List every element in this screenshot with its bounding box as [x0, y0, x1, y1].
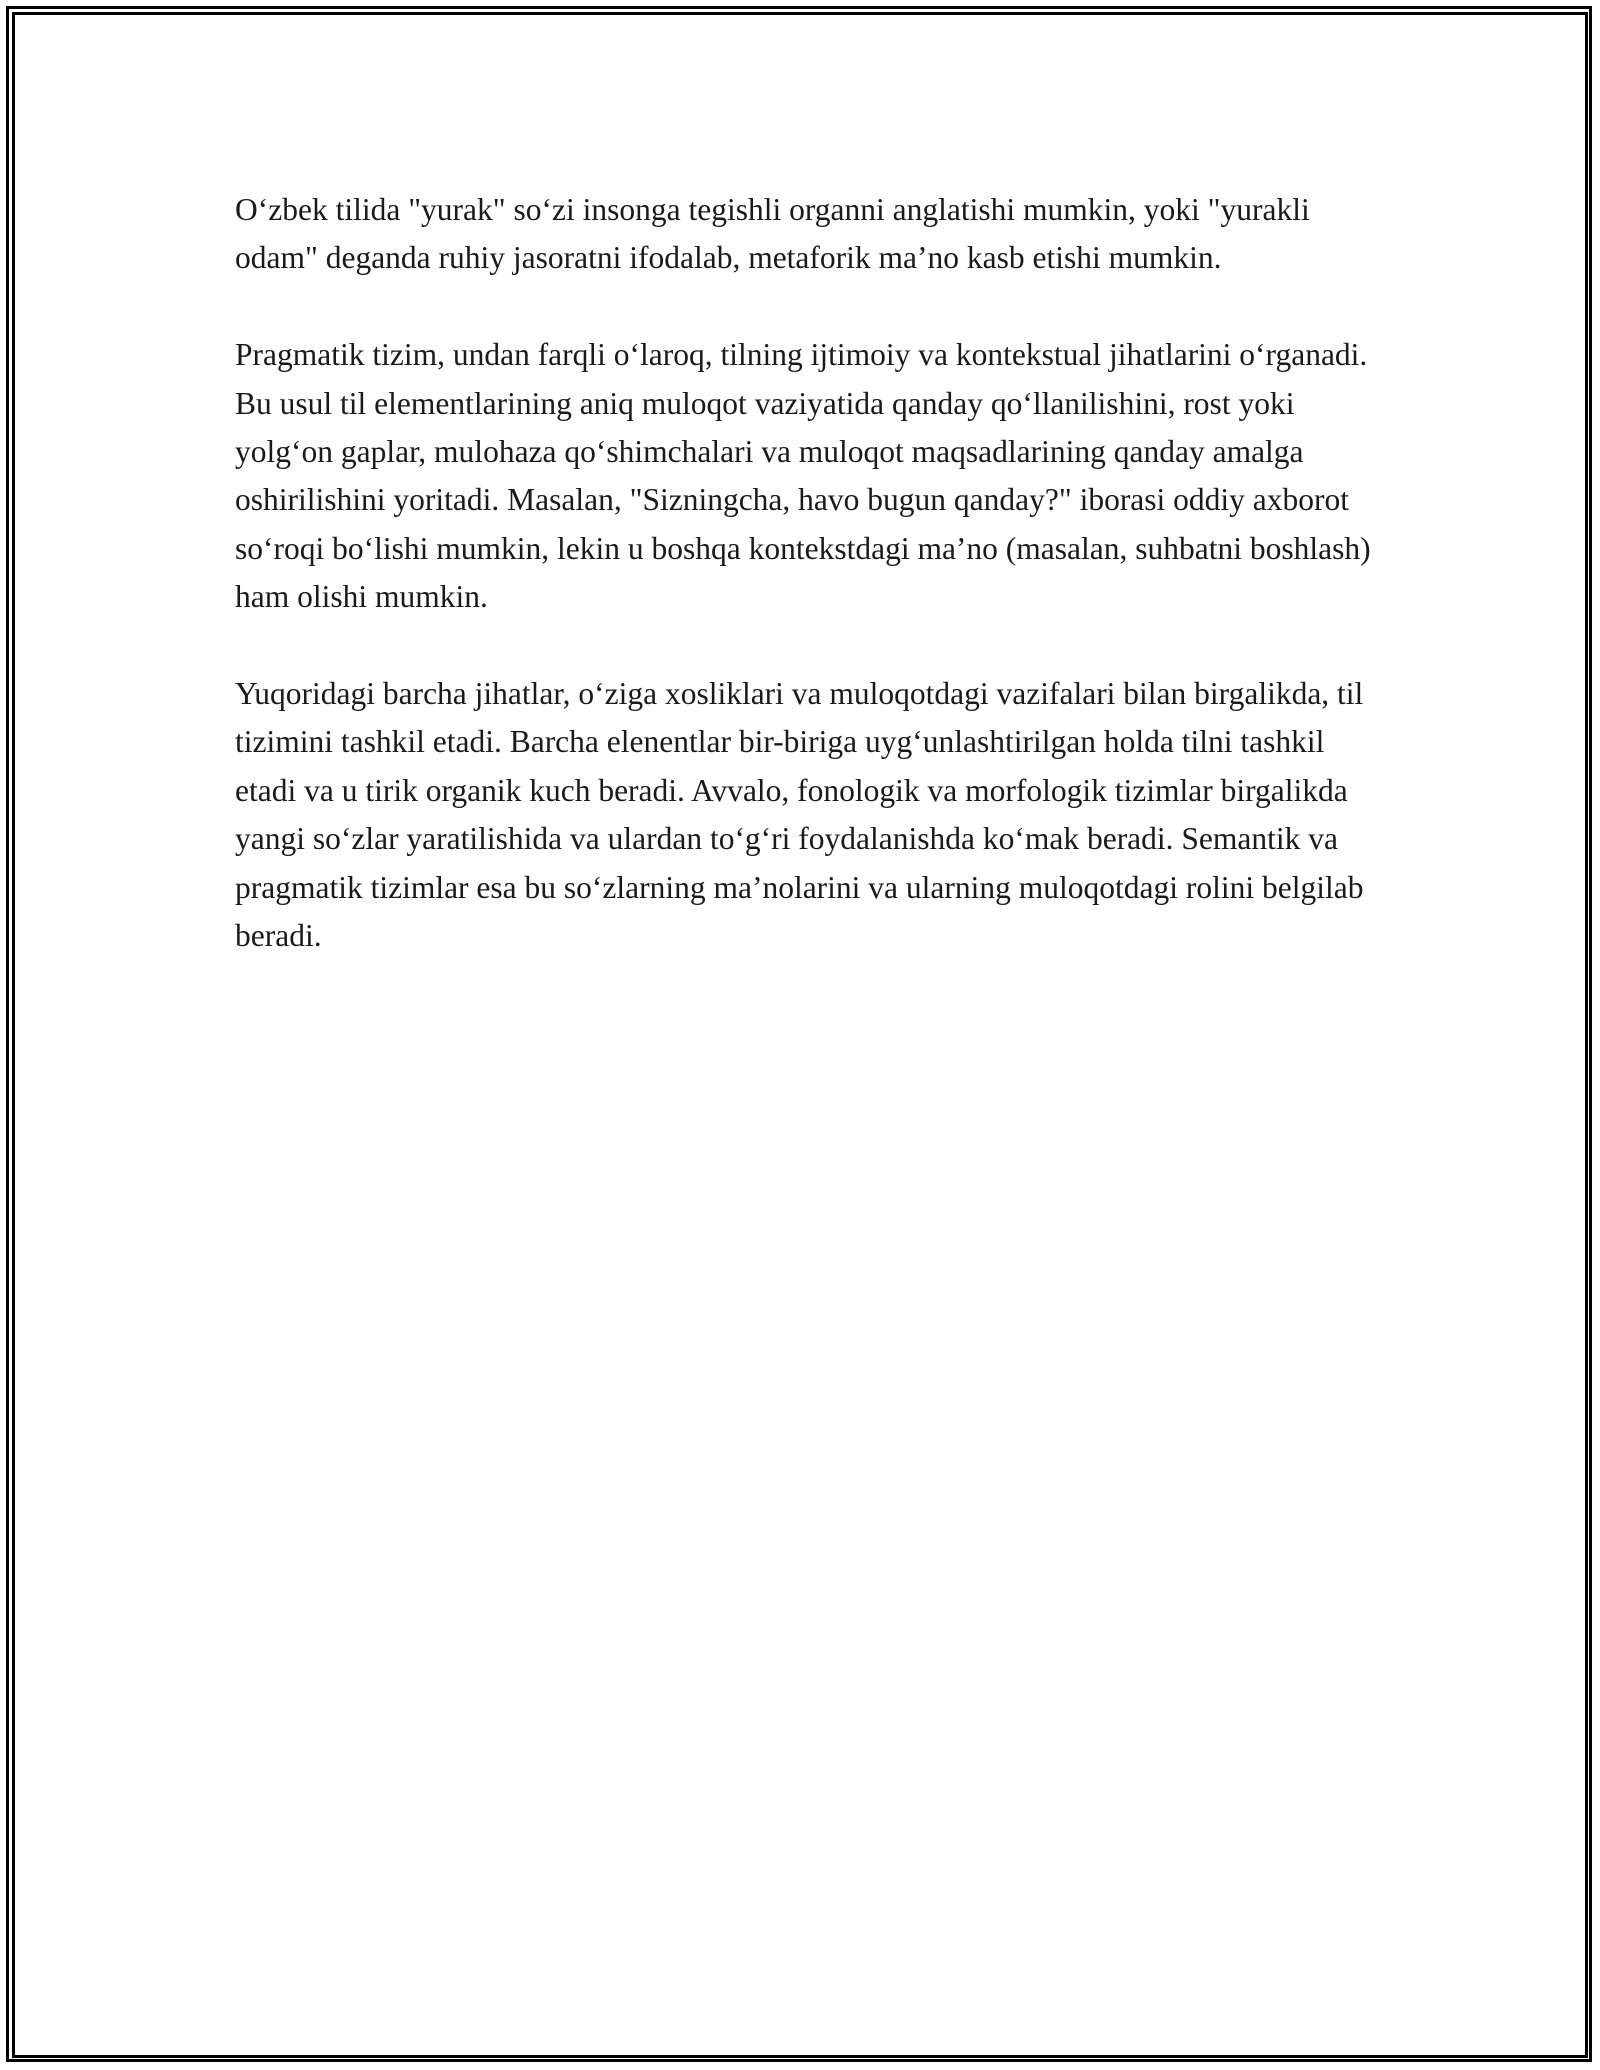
paragraph-1: O‘zbek tilida "yurak" so‘zi insonga tegishli organni anglatishi mumkin, yoki "yurakli odam" deganda ruhiy jasoratni ifodalab, metaforik ma’no kasb etishi mumkin.: [235, 192, 1310, 276]
paragraph-2: Pragmatik tizim, undan farqli o‘laroq, tilning ijtimoiy va kontekstual jihatlarini o‘rganadi. Bu usul til elementlarining aniq muloqot vaziyatida qanday qo‘llanilishini, rost yoki yolg‘on gaplar, mulohaza qo‘shimchalari va muloqot maqsadlarining qanday amalga oshirilishini yoritadi. Masalan, "Sizningcha, havo bugun qanday?" iborasi oddiy axborot so‘roqi bo‘lishi mumkin, lekin u boshqa kontekstdagi ma’no (masalan, suhbatni boshlash) ham olishi mumkin.: [235, 337, 1371, 615]
paragraph-3: Yuqoridagi barcha jihatlar, o‘ziga xosliklari va muloqotdagi vazifalari bilan birgalikda, til tizimini tashkil etadi. Barcha elenentlar bir-biriga uyg‘unlashtirilgan holda tilni tashkil etadi va u tirik organik kuch beradi. Avvalo, fonologik va morfologik tizimlar birgalikda yangi so‘zlar yaratilishida va ulardan to‘g‘ri foydalanishda ko‘mak beradi. Semantik va pragmatik tizimlar esa bu so‘zlarning ma’nolarini va ularning muloqotdagi rolini belgilab beradi.: [235, 676, 1364, 954]
document-body: [235, 186, 1385, 1009]
